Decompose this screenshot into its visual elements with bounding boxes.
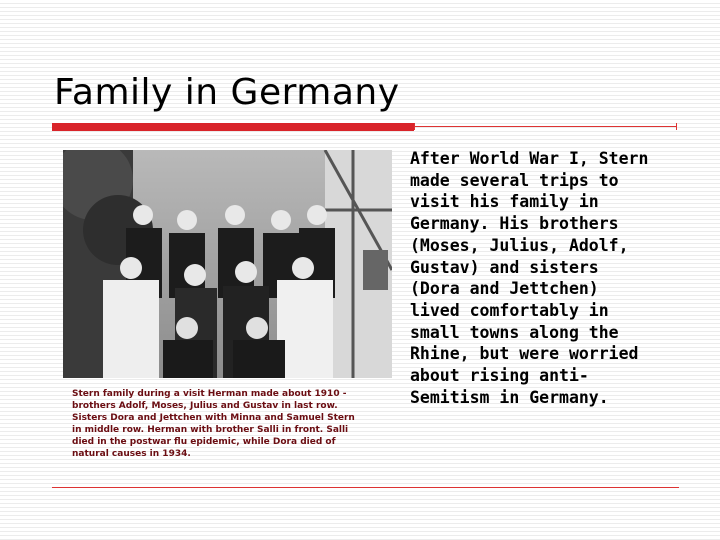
body-line: lived comfortably in [410,300,609,320]
caption-line: Stern family during a visit Herman made about 1910 - [72,389,347,399]
caption-line: in middle row. Herman with brother Salli in front. Salli [72,425,349,435]
body-line: visit his family in [410,192,599,212]
body-line: (Dora and Jettchen) [410,279,599,299]
photo-caption [72,388,392,460]
family-photo [63,150,392,378]
body-line: Gustav) and sisters [410,257,599,277]
family-photo-image [63,150,392,378]
body-line: about rising anti- [410,366,589,386]
bottom-rule-line [52,487,679,488]
title-rule-end-right [676,123,677,130]
title-rule-line [414,126,676,127]
body-line: (Moses, Julius, Adolf, [410,235,629,255]
caption-line: Sisters Dora and Jettchen with Minna and Samuel Stern [72,413,355,423]
body-line: After World War I, Stern [410,149,649,168]
body-text [410,148,710,408]
caption-line: died in the postwar flu epidemic, while Dora died of [72,437,336,447]
caption-line: natural causes in 1934. [72,449,191,459]
body-line: Semitism in Germany. [410,387,609,407]
slide-title: Family in Germany [54,72,400,113]
body-line: made several trips to [410,170,619,190]
body-line: small towns along the [410,322,619,342]
caption-line: brothers Adolf, Moses, Julius and Gustav in last row. [72,401,338,411]
body-line: Rhine, but were worried [410,344,639,364]
title-underline-bar [52,123,414,131]
title-rule-end-left [414,123,415,130]
body-line: Germany. His brothers [410,214,619,234]
